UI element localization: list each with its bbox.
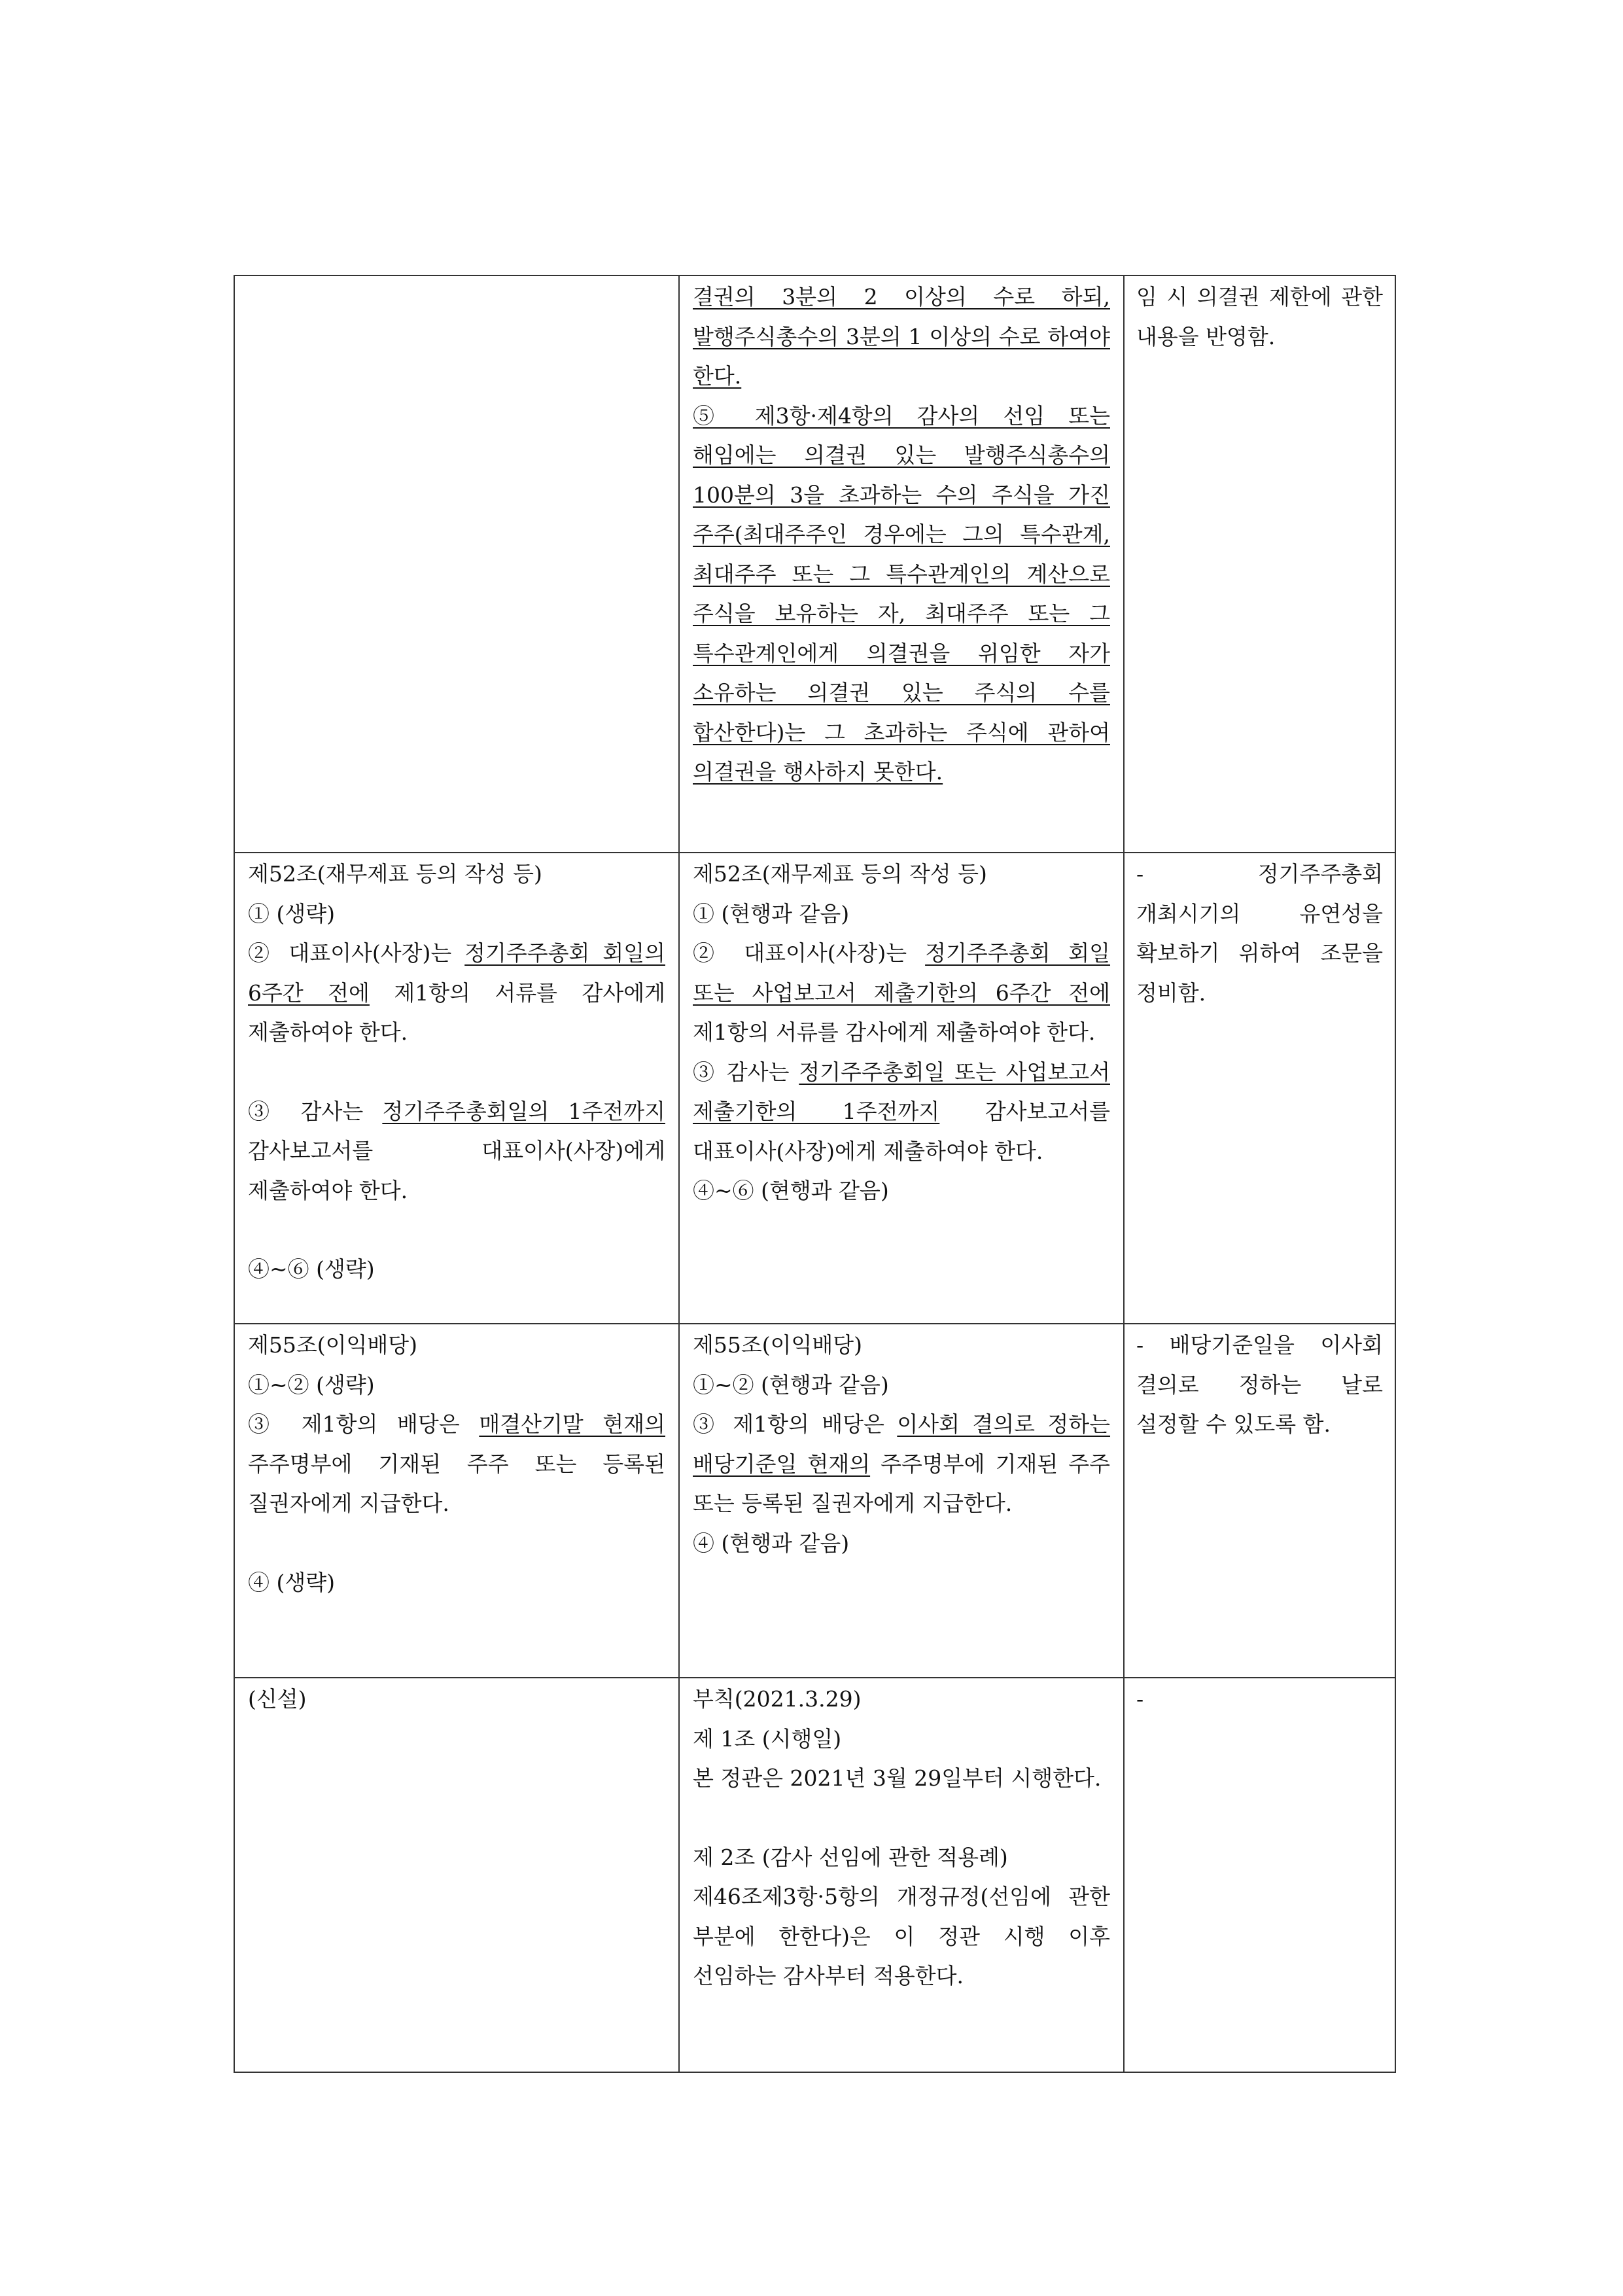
blank-line [248,1053,665,1092]
clause-text: 제 2조 (감사 선임에 관한 적용례) [693,1844,1008,1870]
proposed-article-cell [679,1324,1124,1678]
clause-paragraph [248,1405,665,1524]
underlined-text: 이사회 결의로 정하는 배당기준일 현재의 [693,1411,1111,1477]
clause-text: 제52조(재무제표 등의 작성 등) [248,861,542,887]
current-article-cell [234,275,679,853]
clause-paragraph [693,1366,1110,1405]
clause-text: - 정기주주총회 개최시기의 유연성을 확보하기 위하여 조문을 정비함. [1136,861,1383,1006]
underlined-text: ⑤ 제3항·제4항의 감사의 선임 또는 해임에는 의결권 있는 발행주식총수의 100분의 3을 초과하는 수의 주식을 가진 주주(최대주주인 경우에는 그의 특수관계, 최대주주 또는 그 특수관계인의 계산으로 주식을 보유하는 자, 최대주주 또는 그 특수관계인에게 의결권을 위임한 자가 소유하는 의결권 있는 주식의 수를 합산한다)는 그 초과하는 주식에 관하여 의결권을 행사하지 못한다. [693,402,1110,785]
underlined-text: 결권의 3분의 2 이상의 수로 하되, 발행주식총수의 3분의 1 이상의 수로 하여야 한다. [693,284,1110,389]
clause-text: ③ 감사는 [248,1098,383,1124]
clause-text: 본 정관은 2021년 3월 29일부터 시행한다. [693,1765,1102,1791]
clause-paragraph [1136,1680,1383,1720]
clause-text: ①~② (생략) [248,1371,375,1398]
clause-paragraph [693,1053,1110,1172]
clause-text: ④~⑥ (생략) [248,1256,375,1282]
clause-text: ③ 감사는 [693,1059,799,1085]
clause-text: 제 1조 (시행일) [693,1725,842,1752]
proposed-article-cell [679,853,1124,1324]
amendment-reason-cell [1124,1678,1395,2072]
clause-text: ④ (생략) [248,1569,335,1595]
table-row [234,1324,1395,1678]
clause-text: - 배당기준일을 이사회 결의로 정하는 날로 설정할 수 있도록 함. [1136,1332,1383,1437]
blank-line [248,1210,665,1250]
current-article-cell [234,1678,679,2072]
clause-paragraph [693,397,1110,792]
articles-amendment-table [234,275,1396,2073]
clause-text: 부칙(2021.3.29) [693,1686,862,1712]
clause-paragraph [693,934,1110,1053]
clause-text: 감사보고서를 대표이사(사장)에게 제출하여야 한다. [693,1099,1110,1164]
clause-paragraph [248,1250,665,1290]
table-row [234,1678,1395,2072]
clause-paragraph [693,1720,1110,1759]
clause-text: 주주명부에 기재된 주주 또는 등록된 질권자에게 지급한다. [248,1451,665,1516]
clause-paragraph [693,1171,1110,1211]
clause-paragraph [248,1326,665,1366]
clause-text: ③ 제1항의 배당은 [693,1411,898,1437]
clause-paragraph [248,1366,665,1405]
clause-paragraph [693,277,1110,397]
clause-text: ② 대표이사(사장)는 [248,940,465,966]
clause-paragraph [693,1877,1110,1996]
clause-text: 주주명부에 기재된 주주 또는 등록된 질권자에게 지급한다. [693,1451,1111,1516]
clause-text: 제52조(재무제표 등의 작성 등) [693,861,987,887]
clause-paragraph [248,1092,665,1211]
clause-text: ① (생략) [248,900,335,927]
clause-paragraph [248,894,665,934]
clause-paragraph [693,1680,1110,1720]
amendment-reason-cell [1124,1324,1395,1678]
proposed-article-cell [679,275,1124,853]
table-row [234,853,1395,1324]
clause-text: 제1항의 서류를 감사에게 제출하여야 한다. [248,980,665,1045]
clause-paragraph [693,1405,1110,1524]
clause-text: - [1136,1686,1144,1712]
underlined-text: 정기주주총회 회일 또는 사업보고서 제출기한의 6주간 전에 [693,940,1111,1006]
underlined-text: 정기주주총회일 또는 사업보고서 제출기한의 1주전까지 [693,1059,1110,1124]
clause-paragraph [693,1326,1110,1366]
underlined-text: 정기주주총회 회일의 6주간 전에 [248,940,665,1006]
clause-text: 제55조(이익배당) [693,1332,863,1358]
clause-paragraph [248,934,665,1053]
clause-text: ③ 제1항의 배당은 [248,1411,480,1437]
clause-text: 제1항의 서류를 감사에게 제출하여야 한다. [693,1019,1096,1045]
clause-text: 임 시 의결권 제한에 관한 내용을 반영함. [1136,284,1383,349]
underlined-text: 정기주주총회일의 1주전까지 [382,1098,665,1124]
clause-paragraph [693,894,1110,934]
clause-text: 감사보고서를 대표이사(사장)에게 제출하여야 한다. [248,1138,665,1203]
clause-text: ① (현행과 같음) [693,900,850,927]
amendment-reason-cell [1124,275,1395,853]
clause-paragraph [693,1759,1110,1799]
clause-text: 제55조(이익배당) [248,1332,418,1358]
clause-paragraph [693,1524,1110,1564]
clause-text: ①~② (현행과 같음) [693,1371,889,1398]
clause-text: ④ (현행과 같음) [693,1530,850,1556]
table-row [234,275,1395,853]
clause-text: ② 대표이사(사장)는 [693,940,926,966]
current-article-cell [234,853,679,1324]
blank-line [693,1799,1110,1838]
clause-paragraph [1136,855,1383,1013]
clause-text: ④~⑥ (현행과 같음) [693,1178,889,1203]
clause-paragraph [693,855,1110,894]
clause-paragraph [1136,277,1383,357]
underlined-text: 매결산기말 현재의 [479,1411,666,1437]
blank-line [248,1524,665,1563]
proposed-article-cell [679,1678,1124,2072]
clause-text: 제46조제3항·5항의 개정규정(선임에 관한 부분에 한한다)은 이 정관 시행 이후 선임하는 감사부터 적용한다. [693,1884,1110,1988]
clause-text: (신설) [248,1686,307,1712]
amendment-reason-cell [1124,853,1395,1324]
clause-paragraph [248,1563,665,1603]
clause-paragraph [248,1680,665,1720]
current-article-cell [234,1324,679,1678]
clause-paragraph [1136,1326,1383,1445]
clause-paragraph [693,1838,1110,1878]
clause-paragraph [248,855,665,894]
